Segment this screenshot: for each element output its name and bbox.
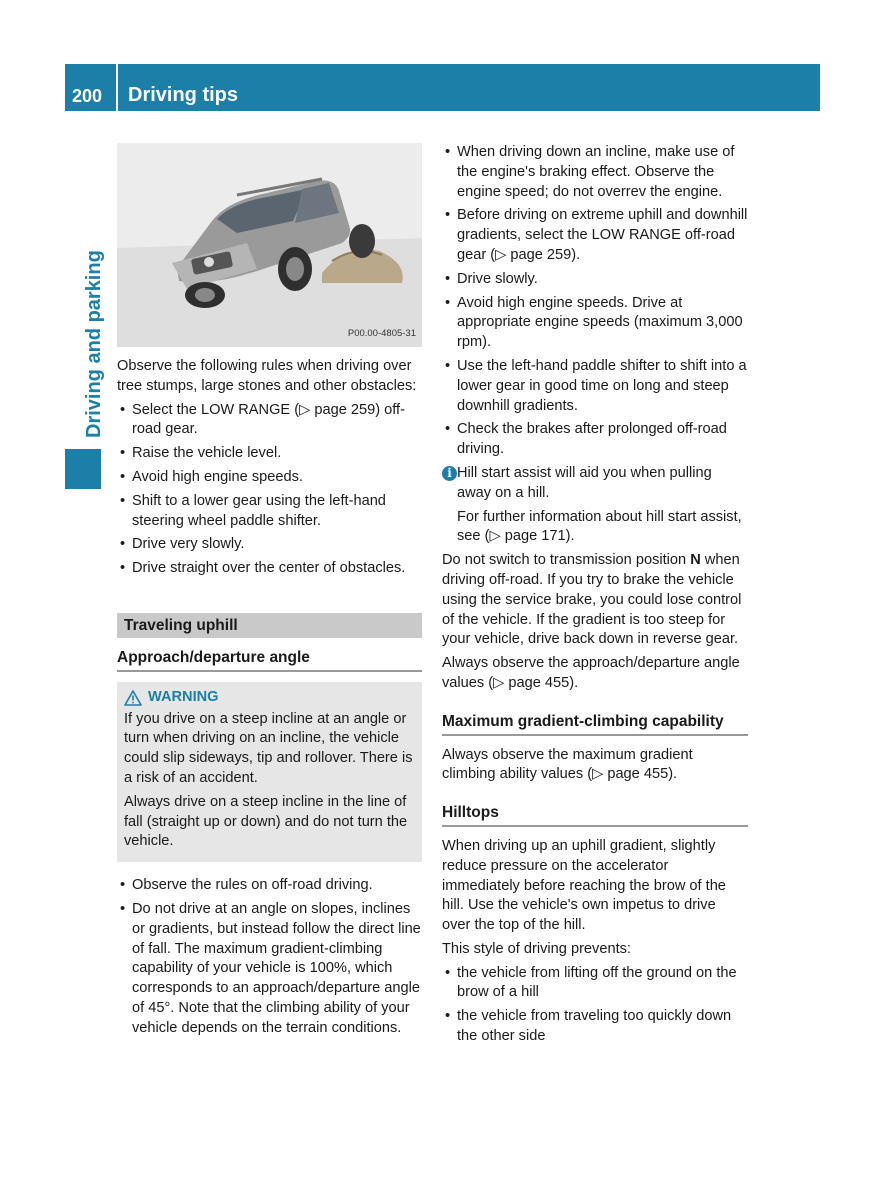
info-icon: i bbox=[442, 466, 457, 481]
prevents-paragraph: This style of driving prevents: bbox=[442, 940, 631, 957]
heading-max-gradient: Maximum gradient-climbing capability bbox=[442, 712, 748, 736]
list-item: • Before driving on extreme uphill and downhill gradients, select the LOW RANGE off-road gear (▷ page 259). bbox=[445, 207, 748, 263]
header-divider bbox=[116, 64, 118, 111]
heading-hilltops: Hilltops bbox=[442, 803, 748, 827]
vehicle-illustration bbox=[117, 143, 422, 347]
warning-text: If you drive on a steep incline at an angle or turn when driving on an incline, the vehicle could slip sideways, tip and rollover. There is a risk of an accident. bbox=[124, 710, 413, 786]
list-item: • Drive straight over the center of obstacles. bbox=[120, 560, 406, 577]
list-item: • Observe the rules on off-road driving. bbox=[120, 877, 373, 894]
list-item: • Check the brakes after prolonged off-road driving. bbox=[445, 421, 727, 458]
downhill-rules-list bbox=[442, 143, 748, 460]
warning-title: WARNING bbox=[124, 688, 415, 708]
list-item: • the vehicle from traveling too quickly down the other side bbox=[445, 1008, 732, 1045]
suv-over-rock-illustration bbox=[117, 143, 422, 347]
sub-heading-approach-angle: Approach/departure angle bbox=[117, 648, 422, 672]
info-note bbox=[442, 464, 748, 547]
angle-values-paragraph: Always observe the approach/departure angle values (▷ page 455). bbox=[442, 655, 740, 691]
list-item: • Avoid high engine speeds. bbox=[120, 468, 303, 485]
gradient-values-paragraph: Always observe the maximum gradient climbing ability values (▷ page 455). bbox=[442, 746, 693, 783]
note-text: For further information about hill start assist, see (▷ page 171). bbox=[457, 508, 742, 545]
side-tab-label: Driving and parking bbox=[83, 250, 105, 438]
obstacle-rules-list bbox=[117, 401, 422, 579]
list-item: • Drive slowly. bbox=[445, 270, 538, 287]
warning-triangle-icon bbox=[124, 690, 142, 706]
left-column bbox=[117, 143, 422, 1043]
side-tab-marker bbox=[65, 449, 101, 489]
note-text: Hill start assist will aid you when pulling away on a hill. bbox=[457, 464, 712, 501]
right-column bbox=[442, 143, 748, 1051]
list-item: • Drive very slowly. bbox=[120, 536, 245, 553]
list-item: • Use the left-hand paddle shifter to shift into a lower gear in good time on long and steep downhill gradients. bbox=[445, 357, 747, 414]
list-item: • When driving down an incline, make use of the engine's braking effect. Observe the engine speed; do not overrev the engine. bbox=[445, 144, 735, 200]
figure-reference: P00.00-4805-31 bbox=[347, 328, 416, 340]
hilltops-paragraph: When driving up an uphill gradient, slightly reduce pressure on the accelerator immediately before reaching the brow of the hill. Use the vehicle's own impetus to drive over the top of the hill. bbox=[442, 837, 726, 934]
list-item: • Shift to a lower gear using the left-hand steering wheel paddle shifter. bbox=[120, 492, 386, 529]
uphill-rules-list bbox=[117, 876, 422, 1038]
transmission-paragraph: Do not switch to transmission position N when driving off-road. If you try to brake the vehicle using the service brake, you could lose control of the vehicle. If the gradient is too steep for your vehicle, drive back down in reverse gear. bbox=[442, 552, 742, 648]
page-number: 200 bbox=[72, 86, 103, 106]
section-title: Driving tips bbox=[128, 84, 239, 106]
section-heading-traveling-uphill: Traveling uphill bbox=[117, 613, 422, 638]
warning-box bbox=[117, 682, 422, 862]
prevents-list bbox=[442, 964, 748, 1047]
list-item: • Raise the vehicle level. bbox=[120, 445, 282, 462]
intro-paragraph: Observe the following rules when driving over tree stumps, large stones and other obstacles: bbox=[117, 358, 417, 394]
warning-text: Always drive on a steep incline in the line of fall (straight up or down) and do not turn the vehicle. bbox=[124, 793, 408, 850]
list-item: • Do not drive at an angle on slopes, inclines or gradients, but instead follow the direct line of fall. The maximum gradient-climbing capability of your vehicle is 100%, which corresponds to an approach/departure angle of 45°. Note that the climbing ability of your vehicle depends on the terrain conditions. bbox=[120, 900, 421, 1036]
list-item: • Select the LOW RANGE (▷ page 259) off-road gear. bbox=[120, 401, 405, 438]
list-item: • Avoid high engine speeds. Drive at appropriate engine speeds (maximum 3,000 rpm). bbox=[445, 294, 743, 351]
list-item: • the vehicle from lifting off the ground on the brow of a hill bbox=[445, 964, 737, 1001]
